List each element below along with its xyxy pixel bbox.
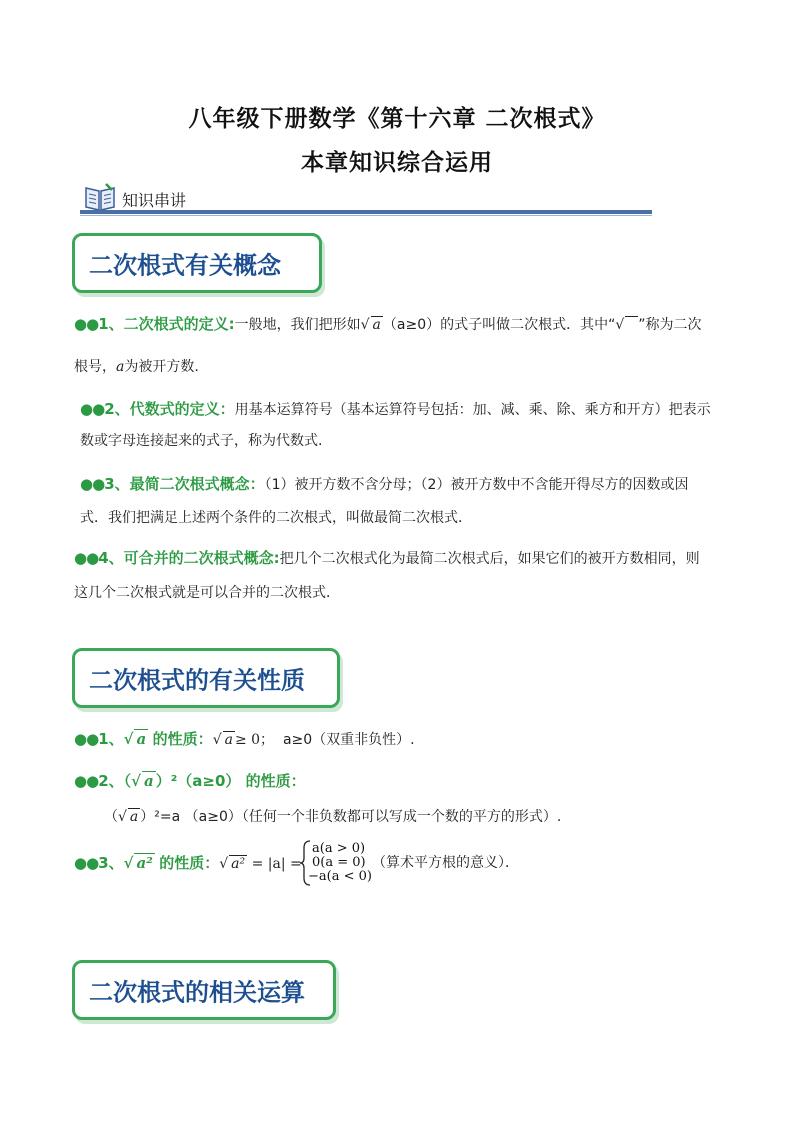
section-box-concepts <box>72 233 322 293</box>
concept-4: ●●4、可合并的二次根式概念:把几个二次根式化为最简二次根式后，如果它们的被开方数相同，则 <box>74 549 700 567</box>
section-title: 二次根式的相关运算 <box>89 978 305 1007</box>
property-2: ●●2、（√ a ）²（a≥0） 的性质： <box>74 772 306 790</box>
concept-1-line2: 根号，a为被开方数. <box>74 359 199 375</box>
piecewise-case-1: a(a > 0) <box>312 841 366 856</box>
concept-2: ●●2、代数式的定义：用基本运算符号（基本运算符号包括：加、减、乘、除、乘方和开方）把表示 <box>80 400 711 418</box>
concept-2-line2: 数或字母连接起来的式子，称为代数式. <box>80 433 323 449</box>
concept-3-line2: 式．我们把满足上述两个条件的二次根式，叫做最简二次根式． <box>80 510 472 526</box>
section-box-properties <box>72 648 340 708</box>
section-banner <box>80 180 655 220</box>
concept-3: ●●3、最简二次根式概念：（1）被开方数不含分母；（2）被开方数中不含能开得尽方的因数或因 <box>80 475 689 493</box>
piecewise-case-2: 0(a = 0) <box>312 855 366 870</box>
property-3-note: （算术平方根的意义）． <box>372 855 519 871</box>
page-title: 八年级下册数学《第十六章 二次根式》 <box>188 105 606 132</box>
page-subtitle: 本章知识综合运用 <box>301 149 493 176</box>
concept-4-line2: 这几个二次根式就是可以合并的二次根式． <box>74 585 340 601</box>
property-1: ●●1、√ a 的性质：√ a ≥ 0； a≥0（双重非负性）. <box>74 730 415 748</box>
section-title: 二次根式有关概念 <box>89 251 281 280</box>
banner-bar-thin <box>80 215 652 216</box>
section-box-operations <box>72 960 336 1020</box>
book-icon <box>84 182 116 212</box>
banner-bar <box>80 210 652 214</box>
section-title: 二次根式的有关性质 <box>89 666 305 695</box>
property-3: ●●3、√ a² 的性质：√ a² = |a| = <box>74 854 302 872</box>
property-2-detail: （√ a ）²=a （a≥0）（任何一个非负数都可以写成一个数的平方的形式）. <box>104 809 562 825</box>
bullet-dots: ●● <box>74 315 99 333</box>
concept-1: ●●1、二次根式的定义:一般地，我们把形如√ a （a≥0）的式子叫做二次根式．其中“√ ”称为二次 <box>74 315 702 333</box>
piecewise-case-3: −a(a < 0) <box>308 869 372 884</box>
banner-label: 知识串讲 <box>122 191 187 210</box>
